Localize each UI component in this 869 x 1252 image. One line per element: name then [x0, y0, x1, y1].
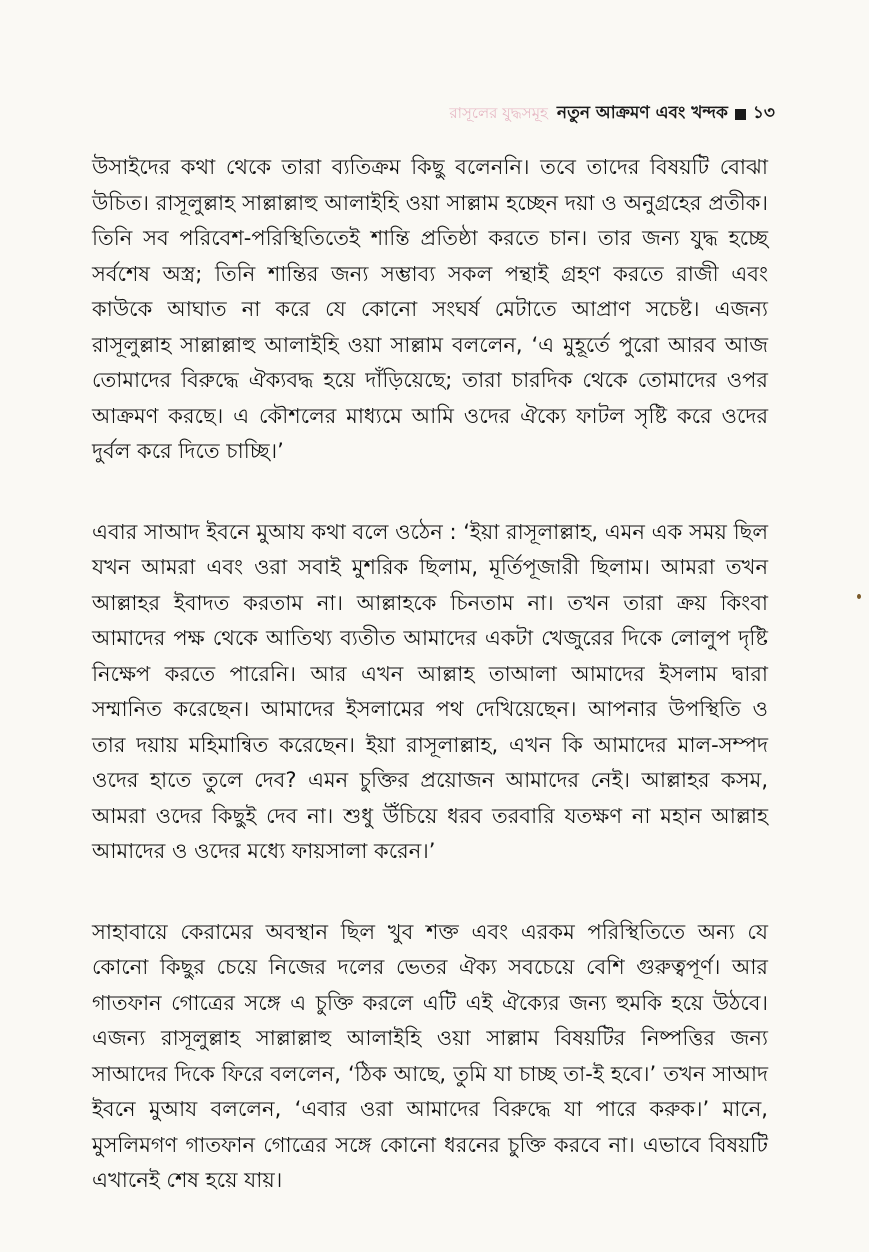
chapter-title: নতুন আক্রমণ এবং খন্দক — [556, 103, 728, 123]
body-text — [92, 150, 768, 1199]
square-separator-icon — [735, 109, 746, 120]
paragraph-2: এবার সাআদ ইবনে মুআয কথা বলে ওঠেন : ‘ইয়া রাসূলাল্লাহ, এমন এক সময় ছিল যখন আমরা এবং ওরা সবাই মুশরিক ছিলাম, মূর্তিপূজারী ছিলাম। আমরা তখন আল্লাহর ইবাদত করতাম না। আল্লাহকে চিনতাম না। তখন তারা ক্রয় কিংবা আমাদের পক্ষ থেকে আতিথ্য ব্যতীত আমাদের একটা খেজুরের দিকে লোলুপ দৃষ্টি নিক্ষেপ করতে পারেনি। আর এখন আল্লাহ তাআলা আমাদের ইসলাম দ্বারা সম্মানিত করেছেন। আমাদের ইসলামের পথ দেখিয়েছেন। আপনার উপস্থিতি ও তার দয়ায় মহিমান্বিত করেছেন। ইয়া রাসূলাল্লাহ, এখন কি আমাদের মাল-সম্পদ ওদের হাতে তুলে দেব? এমন চুক্তির প্রয়োজন আমাদের নেই। আল্লাহর কসম, আমরা ওদের কিছুই দেব না। শুধু উঁচিয়ে ধরব তরবারি যতক্ষণ না মহান আল্লাহ আমাদের ও ওদের মধ্যে ফায়সালা করেন।’ — [92, 519, 768, 863]
running-header — [449, 100, 775, 128]
paragraph-1: উসাইদের কথা থেকে তারা ব্যতিক্রম কিছু বলেননি। তবে তাদের বিষয়টি বোঝা উচিত। রাসূলুল্লাহ সাল্লাল্লাহু আলাইহি ওয়া সাল্লাম হচ্ছেন দয়া ও অনুগ্রহের প্রতীক। তিনি সব পরিবেশ-পরিস্থিতিতেই শান্তি প্রতিষ্ঠা করতে চান। তার জন্য যুদ্ধ হচ্ছে সর্বশেষ অস্ত্র; তিনি শান্তির জন্য সম্ভাব্য সকল পন্থাই গ্রহণ করতে রাজী এবং কাউকে আঘাত না করে যে কোনো সংঘর্ষ মেটাতে আপ্রাণ সচেষ্ট। এজন্য রাসূলুল্লাহ সাল্লাল্লাহু আলাইহি ওয়া সাল্লাম বললেন, ‘এ মুহূর্তে পুরো আরব আজ তোমাদের বিরুদ্ধে ঐক্যবদ্ধ হয়ে দাঁড়িয়েছে; তারা চারদিক থেকে তোমাদের ওপর আক্রমণ করছে। এ কৌশলের মাধ্যমে আমি ওদের ঐক্যে ফাটল সৃষ্টি করে ওদের দুর্বল করে দিতে চাচ্ছি।’ — [92, 155, 768, 463]
bleed-through-title: রাসূলের যুদ্ধসমূহ — [449, 103, 548, 122]
ink-speck — [857, 594, 861, 599]
page-number: ১৩ — [752, 103, 775, 123]
paragraph-3: সাহাবায়ে কেরামের অবস্থান ছিল খুব শক্ত এবং এরকম পরিস্থিতিতে অন্য যে কোনো কিছুর চেয়ে নিজের দলের ভেতর ঐক্য সবচেয়ে বেশি গুরুত্বপূর্ণ। আর গাতফান গোত্রের সঙ্গে এ চুক্তি করলে এটি এই ঐক্যের জন্য হুমকি হয়ে উঠবে। এজন্য রাসূলুল্লাহ সাল্লাল্লাহু আলাইহি ওয়া সাল্লাম বিষয়টির নিষ্পত্তির জন্য সাআদের দিকে ফিরে বললেন, ‘ঠিক আছে, তুমি যা চাচ্ছ তা-ই হবে।’ তখন সাআদ ইবনে মুআয বললেন, ‘এবার ওরা আমাদের বিরুদ্ধে যা পারে করুক।’ মানে, মুসলিমগণ গাতফান গোত্রের সঙ্গে কোনো ধরনের চুক্তি করবে না। এভাবে বিষয়টি এখানেই শেষ হয়ে যায়। — [92, 919, 768, 1192]
